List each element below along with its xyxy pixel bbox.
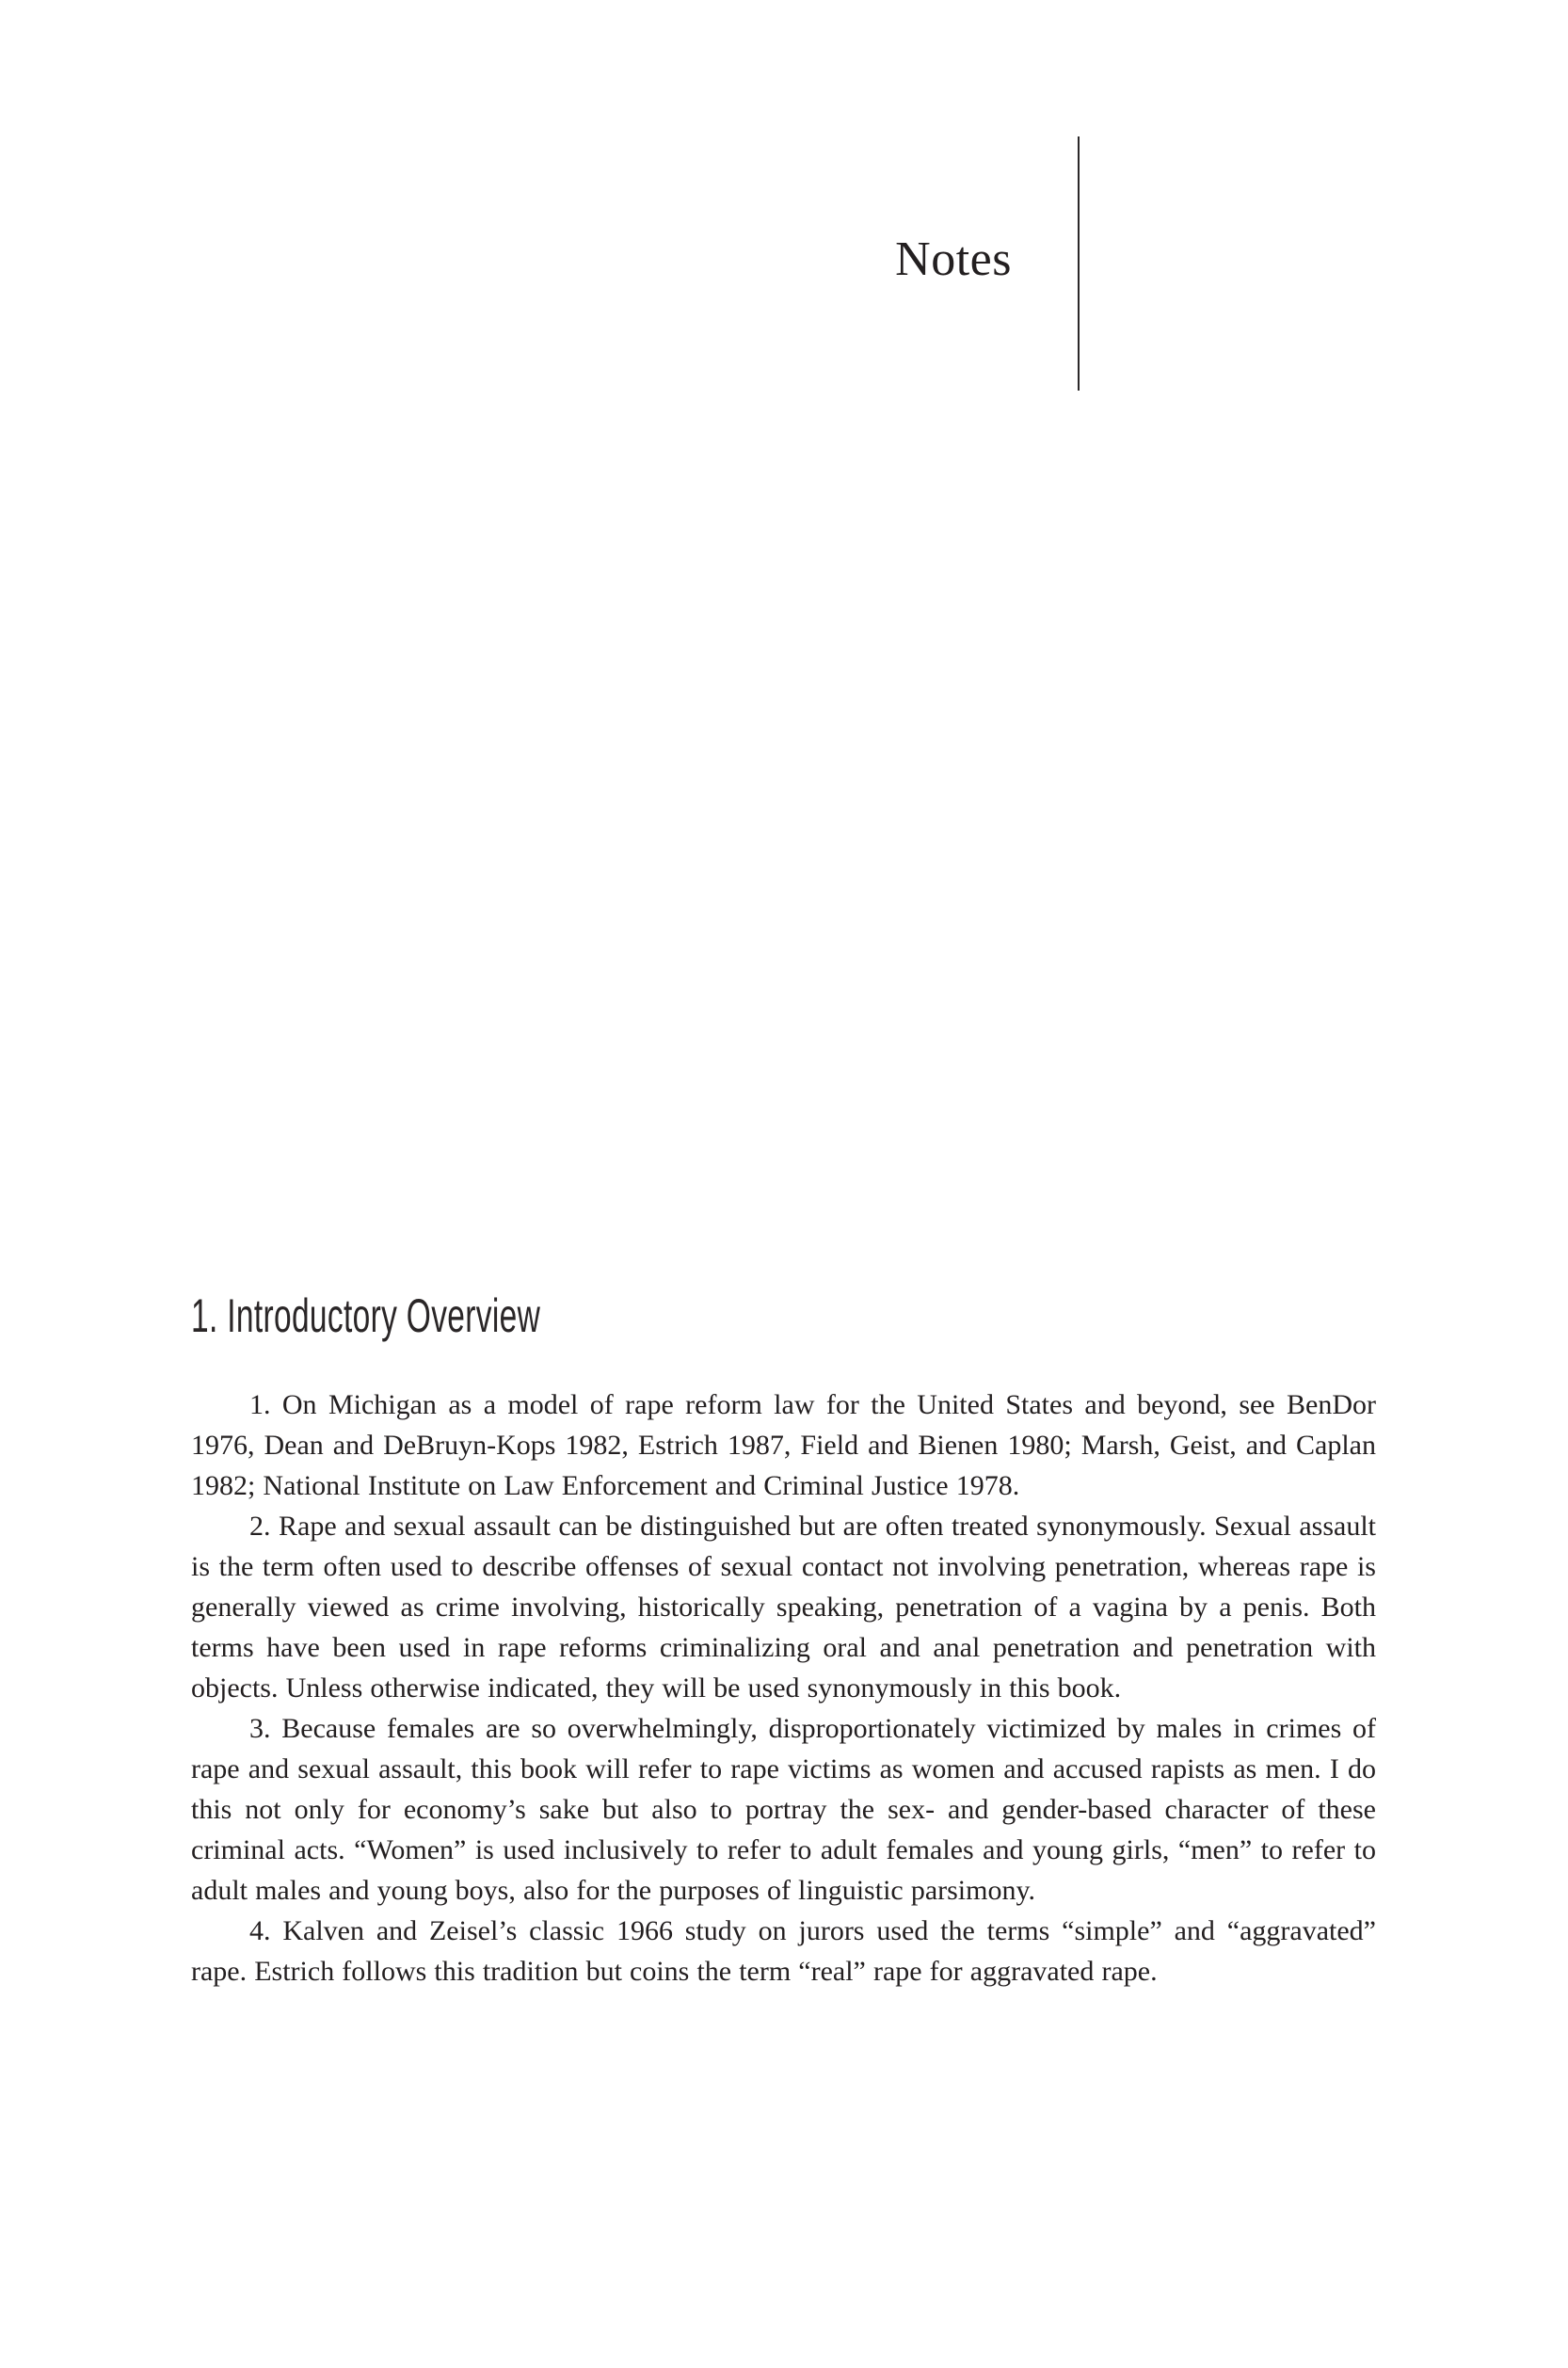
note-paragraph-3: 3. Because females are so overwhelmingly, disproportionately victimized by males in crimes of rape and sexual assault, this book will refer to rape victims as women and accused rapists as men. I do this not only for economy’s sake but also to portray the sex- and gender-based character of these criminal acts. “Women” is used inclusively to refer to adult females and young girls, “men” to refer to adult males and young boys, also for the purposes of linguistic parsimony.	[191, 1713, 1376, 1906]
notes-list	[191, 1384, 1376, 1992]
chapter-title-rule	[1078, 136, 1080, 391]
chapter-title: Notes	[895, 232, 1012, 286]
section-heading-text: 1. Introductory Overview	[191, 1289, 541, 1342]
note-paragraph-2: 2. Rape and sexual assault can be distinguished but are often treated synonymously. Sexual assault is the term often used to describe offenses of sexual contact not involving penetration, whereas rape is generally viewed as crime involving, historically speaking, penetration of a vagina by a penis. Both terms have been used in rape reforms criminalizing oral and anal penetration and penetration with objects. Unless otherwise indicated, they will be used synonymously in this book.	[191, 1511, 1376, 1704]
note-paragraph-1: 1. On Michigan as a model of rape reform law for the United States and beyond, see BenDor 1976, Dean and DeBruyn-Kops 1982, Estrich 1987, Field and Bienen 1980; Marsh, Geist, and Caplan 1982; National Institute on Law Enforcement and Criminal Justice 1978.	[191, 1389, 1376, 1501]
section-heading	[191, 1290, 712, 1342]
note-paragraph-4: 4. Kalven and Zeisel’s classic 1966 study on jurors used the terms “simple” and “aggravated” rape. Estrich follows this tradition but coins the term “real” rape for aggravated rape.	[191, 1915, 1376, 1987]
